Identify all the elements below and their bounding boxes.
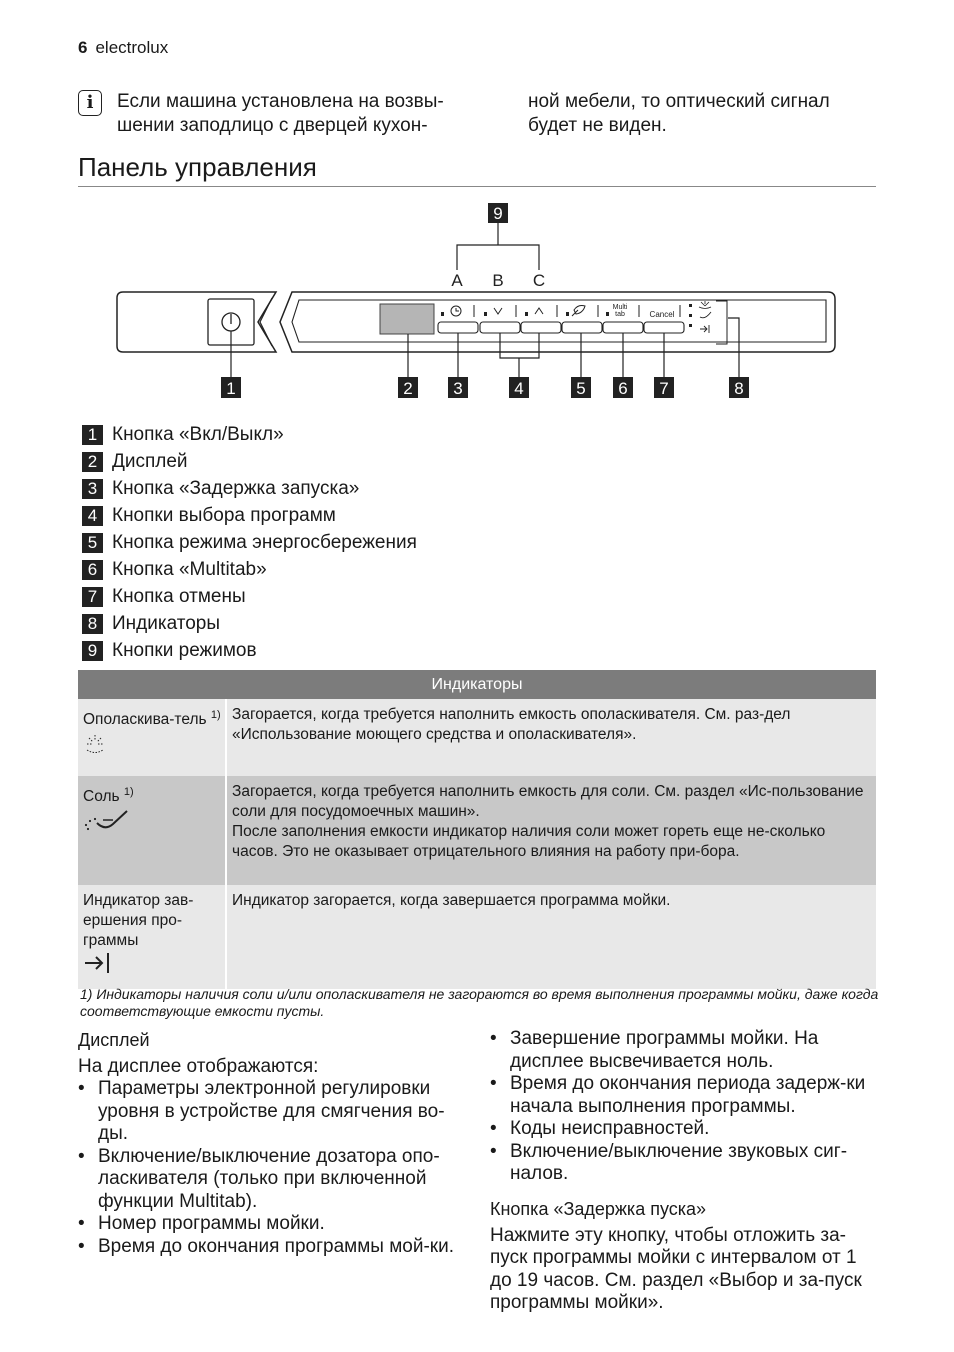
legend-number: 9: [82, 641, 103, 661]
multitab-label-2: tab: [615, 311, 625, 318]
callout-8: 8: [734, 379, 744, 398]
legend-number: 3: [82, 479, 103, 499]
program-up-button: [521, 322, 561, 333]
legend-number: 8: [82, 614, 103, 634]
delay-button: [438, 322, 478, 333]
callout-4: 4: [514, 379, 524, 398]
footnote-marker: 1): [210, 709, 221, 721]
callout-9: 9: [493, 204, 503, 223]
delay-section: [490, 1198, 882, 1315]
indicators-table: [78, 670, 876, 989]
cancel-button: [644, 322, 684, 333]
legend-text: Кнопки режимов: [112, 639, 257, 661]
indicator-desc-extra: После заполнения емкости индикатор наличия соли может гореть еще не-сколько часов. Это не оказывает отрицательного влияния на работу при-бора.: [232, 823, 826, 860]
legend-text: Кнопка «Multitab»: [112, 558, 267, 580]
legend-number: 5: [82, 533, 103, 553]
display-section: [78, 1029, 470, 1258]
display-section-title: Дисплей: [78, 1030, 150, 1050]
clock-icon: [451, 306, 461, 316]
chevron-down-icon: [494, 308, 502, 314]
list-item: • Включение/выключение звуковых сиг-налов.: [490, 1141, 882, 1186]
chevron-up-icon: [535, 308, 543, 314]
legend-text: Кнопка отмены: [112, 585, 246, 607]
legend-number: 7: [82, 587, 103, 607]
callout-3: 3: [453, 379, 463, 398]
list-item: • Параметры электронной регулировки уровня в устройстве для смягчения во-ды.: [78, 1078, 470, 1146]
legend-text: Кнопка «Вкл/Выкл»: [112, 423, 284, 445]
legend-list: [82, 421, 417, 664]
legend-text: Дисплей: [112, 450, 188, 472]
list-item: • Завершение программы мойки. На дисплее высвечивается ноль.: [490, 1028, 882, 1073]
legend-text: Кнопка «Задержка запуска»: [112, 477, 360, 499]
display-items-list-2: [490, 1028, 882, 1186]
display-section-continued: [490, 1028, 882, 1186]
legend-text: Кнопка режима энергосбережения: [112, 531, 417, 553]
indicator-name: Соль: [83, 788, 120, 806]
list-item: • Номер программы мойки.: [78, 1213, 470, 1236]
legend-item: [82, 421, 417, 448]
footnote-marker: 1): [123, 786, 134, 798]
indicator-desc: Индикатор загорается, когда завершается программа мойки.: [226, 885, 876, 989]
legend-number: 4: [82, 506, 103, 526]
eco-button: [562, 322, 602, 333]
legend-item: [82, 448, 417, 475]
label-b: B: [492, 271, 504, 290]
list-item: • Время до окончания периода задерж-ки начала выполнения программы.: [490, 1073, 882, 1118]
label-a: A: [451, 271, 463, 290]
list-item: • Коды неисправностей.: [490, 1118, 882, 1141]
end-of-program-icon: [83, 951, 113, 975]
indicator-name: Индикатор зав-ершения про-граммы: [83, 892, 194, 949]
display-items-list: [78, 1078, 470, 1258]
indicator-desc: Загорается, когда требуется наполнить емкость ополаскивателя. См. раз-дел «Использование моющего средства и ополаскивателя».: [226, 699, 876, 776]
indicator-name-cell: [78, 885, 226, 989]
indicators-bracket: [716, 301, 727, 344]
info-icon: i: [78, 90, 102, 116]
brand-name: electrolux: [95, 38, 169, 57]
page-number: 6: [78, 38, 88, 57]
legend-text: Кнопки выбора программ: [112, 504, 336, 526]
legend-item: [82, 529, 417, 556]
end-indicator-icon: [700, 325, 709, 333]
indicator-name-cell: [78, 699, 226, 776]
legend-item: [82, 502, 417, 529]
note-text-right: ной мебели, то оптический сигнал будет не виден.: [528, 91, 830, 136]
table-row: [78, 776, 876, 885]
program-down-button: [480, 322, 520, 333]
legend-text: Индикаторы: [112, 612, 221, 634]
legend-item: [82, 475, 417, 502]
callout-6: 6: [618, 379, 628, 398]
display-section-intro: На дисплее отображаются:: [78, 1055, 319, 1077]
control-panel-diagram: [0, 0, 954, 410]
legend-number: 1: [82, 425, 103, 445]
list-item: • Время до окончания программы мой-ки.: [78, 1236, 470, 1259]
cancel-label: Cancel: [649, 310, 675, 319]
indicators-table-header: Индикаторы: [78, 670, 876, 699]
display-window: [380, 304, 434, 334]
callout-7: 7: [659, 379, 669, 398]
label-c: C: [532, 271, 546, 290]
legend-number: 2: [82, 452, 103, 472]
callout-2: 2: [403, 379, 413, 398]
salt-icon: [83, 807, 131, 833]
multitab-label-1: Multi: [612, 304, 628, 311]
callout-1: 1: [226, 379, 236, 398]
legend-item: [82, 556, 417, 583]
indicator-desc: Загорается, когда требуется наполнить емкость для соли. См. раздел «Ис-пользование соли для посудомоечных машин».: [232, 783, 864, 820]
note-text-left: Если машина установлена на возвы-шении заподлицо с дверцей кухон-: [117, 91, 444, 136]
legend-item: [82, 610, 417, 637]
rinse-aid-indicator-icon: [699, 301, 711, 309]
legend-number: 6: [82, 560, 103, 580]
delay-section-title: Кнопка «Задержка пуска»: [490, 1199, 707, 1219]
multitab-button: [603, 322, 643, 333]
power-module-outline: [117, 292, 276, 352]
legend-item: [82, 637, 417, 664]
salt-indicator-icon: [700, 312, 711, 318]
indicator-desc-cell: [226, 776, 876, 885]
table-row: [78, 885, 876, 989]
table-row: [78, 699, 876, 776]
rinse-aid-icon: [83, 732, 107, 756]
section-title: Панель управления: [78, 152, 317, 182]
indicator-name: Ополаскива-тель: [83, 711, 207, 729]
eco-leaf-icon: [572, 306, 585, 317]
list-item: • Включение/выключение дозатора опо-ласкивателя (только при включенной функции Multitab).: [78, 1146, 470, 1214]
callout-5: 5: [576, 379, 586, 398]
delay-section-text: Нажмите эту кнопку, чтобы отложить за-пуск программы мойки с интервалом от 1 до 19 часов. См. раздел «Выбор и за-пуск программы мойки».: [490, 1224, 862, 1313]
indicator-name-cell: [78, 776, 226, 885]
power-icon: [222, 313, 240, 331]
legend-item: [82, 583, 417, 610]
footnote: 1) Индикаторы наличия соли и/или ополаскивателя не загораются во время выполнения программы мойки, даже когда соответствующие емкости пусты.: [80, 986, 879, 1019]
